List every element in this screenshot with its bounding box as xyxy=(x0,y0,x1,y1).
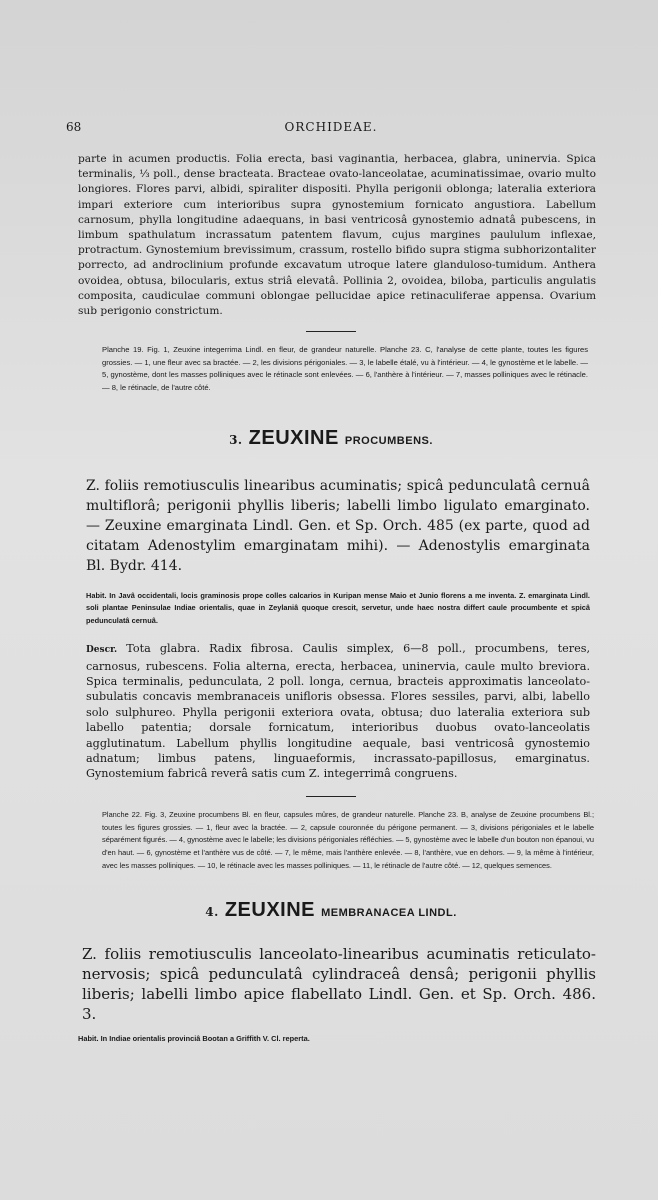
species-epithet: PROCUMBENS. xyxy=(344,434,433,447)
species-heading-4 xyxy=(66,899,596,922)
plate-note-1: Planche 19. Fig. 1, Zeuxine integerrima Lindl. en fleur, de grandeur naturelle. Planche 23. C, l'analyse de cette plante, toutes les figures grossies. — 1, une fleur avec sa bractée. — 2, les divisions périgoniales. — 3, le labelle étalé, vu à l'intérieur. — 4, le gynostème et le labelle. — 5, gynostème, dont les masses polliniques avec le rétinacle sont enlevées. — 6, l'anthère à l'intérieur. — 7, masses polliniques avec le rétinacle. — 8, le rétinacle, de l'autre côté. xyxy=(102,345,588,393)
species-epithet: MEMBRANACEA LINDL. xyxy=(321,906,457,919)
species-genus: ZEUXINE xyxy=(224,898,315,921)
habitat-4: Habit. In Indiae orientalis provinciâ Bootan a Griffith V. Cl. reperta. xyxy=(78,1033,310,1043)
running-head: ORCHIDEAE. xyxy=(284,120,378,134)
description-3 xyxy=(86,641,590,782)
species-number: 4. xyxy=(205,904,219,919)
page-number: 68 xyxy=(66,120,82,134)
species-genus: ZEUXINE xyxy=(248,426,339,449)
section-divider xyxy=(306,331,356,332)
species-heading-3 xyxy=(66,427,596,450)
section-divider-2 xyxy=(306,796,356,797)
description-lead: Descr. xyxy=(86,645,118,656)
diagnosis-3: Z. foliis remotiusculis linearibus acuminatis; spicâ pedunculatâ cernuâ multiflorâ; perigonii phyllis liberis; labelli limbo ligulato emarginato. — Zeuxine emarginata Lindl. Gen. et Sp. Orch. 485 (ex parte, quod ad citatam Adenostylim emarginatam mihi). — Adenostylis emarginata Bl. Bydr. 414. xyxy=(86,477,590,574)
intro-paragraph: parte in acumen productis. Folia erecta, basi vaginantia, herbacea, glabra, uninervia. Spica terminalis, ⅓ poll., dense bracteata. Bracteae ovato-lanceolatae, acuminatissimae, ovario multo longiores. Flores parvi, albidi, spiraliter dispositi. Phylla perigonii oblonga; lateralia exteriora impari exteriore cum interioribus supra gynostemium fornicato angustiora. Labellum carnosum, phylla longitudine adaequans, in basi ventricosâ gynostemio adnatâ pubescens, in limbum spathulatum incrassatum patentem flavum, cujus margines paululum inflexae, protractum. Gynostemium brevissimum, crassum, rostello bifido supra stigma subhorizontaliter porrecto, ad androclinium profunde excavatum utroque latere glanduloso-tumidum. Anthera ovoidea, obtusa, bilocularis, extus striâ elevatâ. Pollinia 2, ovoidea, biloba, particulis angulatis composita, caudiculae communi oblongae pellucidae apice retinaculiferae appensa. Ovarium sub perigonio constrictum. xyxy=(78,153,596,318)
species-number: 3. xyxy=(229,432,243,447)
diagnosis-4: Z. foliis remotiusculis lanceolato-linearibus acuminatis reticulato-nervosis; spicâ pedunculatâ cylindraceâ densâ; perigonii phyllis liberis; labelli limbo apice flabellato Lindl. Gen. et Sp. Orch. 486. 3. xyxy=(82,944,596,1023)
habitat-3: Habit. In Javâ occidentali, locis graminosis prope colles calcarios in Kuripan mense Maio et Junio florens a me inventa. Z. emarginata Lindl. soli plantae Peninsulae Indiae orientalis, quae in Zeylaniâ quoque crescit, servetur, unde haec nostra differt caule procumbente et spicâ pedunculatâ cernuâ. xyxy=(86,590,590,625)
plate-note-2: Planche 22. Fig. 3, Zeuxine procumbens Bl. en fleur, capsules mûres, de grandeur naturelle. Planche 23. B, analyse de Zeuxine procumbens Bl.; toutes les figures grossies. — 1, fleur avec la bractée. — 2, capsule couronnée du périgone permanent. — 3, divisions périgoniales et le labelle séparément figurés. — 4, gynostème avec le labelle; les divisions périgoniales réfléchies. — 5, gynostème avec le labelle d'un bouton non épanoui, vu d'en haut. — 6, gynostème et l'anthère vus de côté. — 7, le même, mais l'anthère enlevée. — 8, l'anthère, vue en dehors. — 9, la même à l'intérieur, avec les masses polliniques. — 10, le rétinacle avec les masses polliniques. — 11, le rétinacle de l'autre côté. — 12, quelques semences. xyxy=(102,809,594,870)
description-body: Tota glabra. Radix fibrosa. Caulis simplex, 6—8 poll., procumbens, teres, carnosus, rubescens. Folia alterna, erecta, herbacea, uninervia, caule multo breviora. Spica terminalis, pedunculata, 2 poll. longa, cernua, bracteis approximatis lanceolato-subulatis concavis membranaceis unifloris obsessa. Flores sessiles, parvi, albi, labello solo sulphureo. Phylla perigonii exteriora ovata, obtusa; duo lateralia exteriora sub labello patentia; dorsale fornicatum, interioribus duobus ovato-lanceolatis agglutinatum. Labellum phyllis longitudine aequale, basi ventricosâ gynostemio adnatum; limbus patens, linguaeformis, incrassato-papillosus, emarginatus. Gynostemium fabricâ reverâ satis cum Z. integerrimâ congruens. xyxy=(86,642,590,781)
page-header xyxy=(66,120,596,142)
